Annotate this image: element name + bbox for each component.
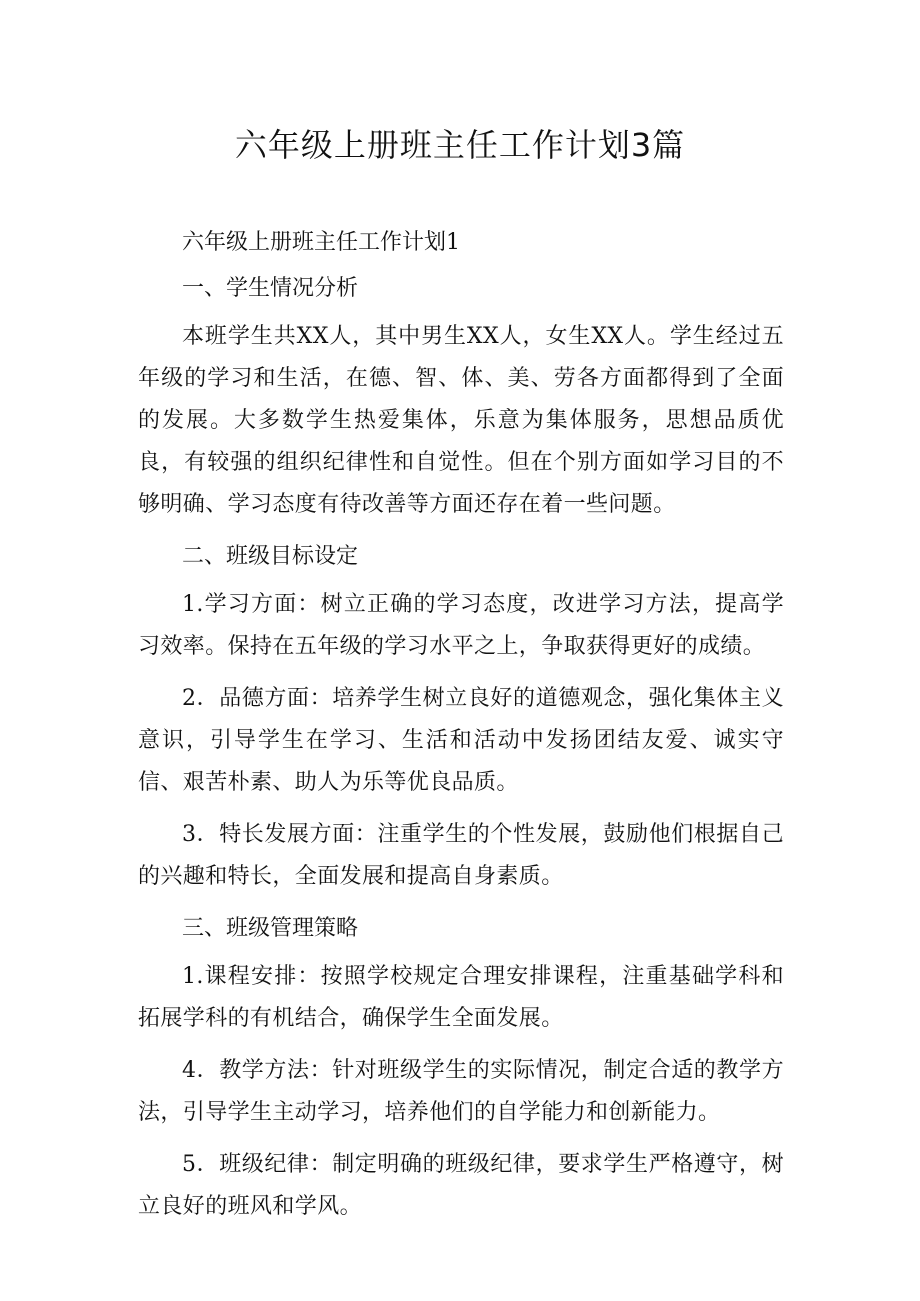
plan-subtitle: 六年级上册班主任工作计划1	[182, 230, 460, 255]
paragraph-student-analysis: 本班学生共XX人，其中男生XX人，女生XX人。学生经过五年级的学习和生活，在德、智、体、美、劳各方面都得到了全面的发展。大多数学生热爱集体，乐意为集体服务，思想品质优良，有较强的组织纪律性和自觉性。但在个别方面如学习目的不够明确、学习态度有待改善等方面还存在着一些问题。	[138, 324, 784, 517]
section-heading-management-strategy: 三、班级管理策略	[182, 916, 359, 941]
section-heading-student-analysis: 一、学生情况分析	[182, 276, 359, 301]
paragraph-strategy-teaching: 4．教学方法：针对班级学生的实际情况，制定合适的教学方法，引导学生主动学习，培养他们的自学能力和创新能力。	[138, 1058, 784, 1125]
document-title: 六年级上册班主任工作计划3篇	[234, 126, 686, 164]
document-body	[138, 222, 784, 1238]
paragraph-goal-talent: 3．特长发展方面：注重学生的个性发展，鼓励他们根据自己的兴趣和特长，全面发展和提高自身素质。	[138, 822, 784, 889]
paragraph-goal-morality: 2．品德方面：培养学生树立良好的道德观念，强化集体主义意识，引导学生在学习、生活和活动中发扬团结友爱、诚实守信、艰苦朴素、助人为乐等优良品质。	[138, 686, 784, 795]
paragraph-goal-study: 1.学习方面：树立正确的学习态度，改进学习方法，提高学习效率。保持在五年级的学习水平之上，争取获得更好的成绩。	[138, 592, 784, 659]
paragraph-strategy-discipline: 5．班级纪律：制定明确的班级纪律，要求学生严格遵守，树立良好的班风和学风。	[138, 1152, 784, 1219]
section-heading-class-goals: 二、班级目标设定	[182, 544, 359, 569]
paragraph-strategy-curriculum: 1.课程安排：按照学校规定合理安排课程，注重基础学科和拓展学科的有机结合，确保学生全面发展。	[138, 964, 784, 1031]
